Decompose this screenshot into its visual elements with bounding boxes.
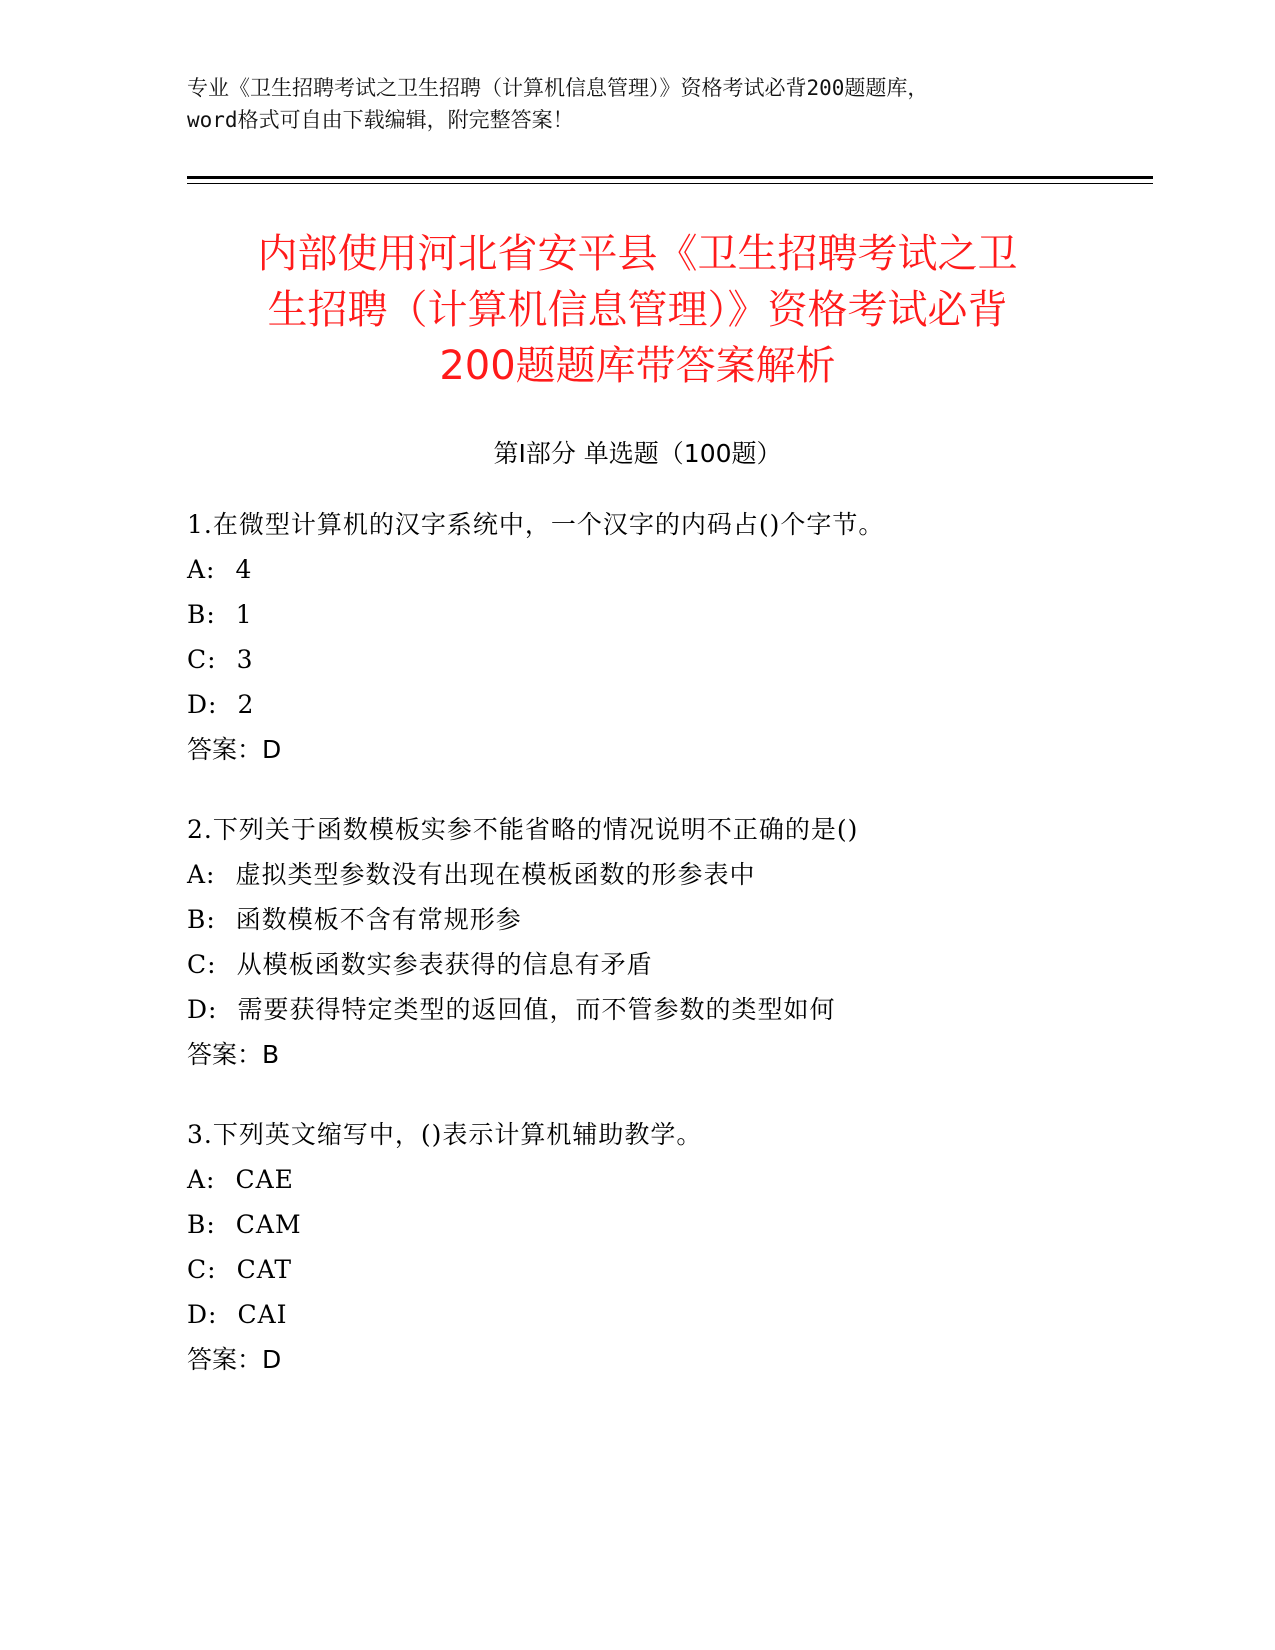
option-letter: A: (187, 860, 216, 889)
option-c (187, 942, 1187, 987)
section-title: 第I部分 单选题（100题） (493, 439, 782, 468)
answer: 答案：D (187, 1345, 282, 1374)
option-text: 虚拟类型参数没有出现在模板函数的形参表中 (235, 860, 756, 889)
header-divider-thin (187, 183, 1153, 184)
option-letter: C: (187, 1255, 217, 1284)
option-b (187, 897, 1187, 942)
option-letter: D: (187, 995, 218, 1024)
question-text: 1.在微型计算机的汉字系统中，一个汉字的内码占()个字节。 (187, 510, 885, 539)
question-text: 3.下列英文缩写中，()表示计算机辅助教学。 (187, 1120, 703, 1149)
option-text: 4 (235, 555, 253, 584)
option-text: 1 (235, 600, 253, 629)
option-text: 从模板函数实参表获得的信息有矛盾 (236, 950, 653, 979)
option-c (187, 1247, 1187, 1292)
option-letter: A: (187, 555, 216, 584)
answer: 答案：B (187, 1040, 280, 1069)
option-letter: B: (187, 905, 216, 934)
option-text: 函数模板不含有常规形参 (235, 905, 522, 934)
header-note (187, 72, 1087, 136)
question-1 (187, 502, 1187, 772)
option-letter: A: (187, 1165, 216, 1194)
document-title-line-1: 内部使用河北省安平县《卫生招聘考试之卫 (257, 231, 1018, 277)
document-title (170, 226, 1105, 394)
option-d (187, 682, 1187, 727)
document-title-line-2: 生招聘（计算机信息管理）》资格考试必背 (267, 287, 1008, 333)
option-c (187, 637, 1187, 682)
option-letter: B: (187, 600, 216, 629)
document-title-line-3: 200题题库带答案解析 (439, 343, 836, 389)
option-a (187, 1157, 1187, 1202)
question-2 (187, 807, 1187, 1077)
option-letter: C: (187, 645, 217, 674)
option-letter: C: (187, 950, 217, 979)
option-text: 需要获得特定类型的返回值，而不管参数的类型如何 (237, 995, 836, 1024)
option-text: 2 (237, 690, 255, 719)
option-text: 3 (236, 645, 254, 674)
option-letter: D: (187, 690, 218, 719)
header-divider-thick (187, 176, 1153, 179)
option-letter: D: (187, 1300, 218, 1329)
option-b (187, 592, 1187, 637)
option-letter: B: (187, 1210, 216, 1239)
answer: 答案：D (187, 735, 282, 764)
option-text: CAM (235, 1210, 302, 1239)
option-a (187, 852, 1187, 897)
option-d (187, 1292, 1187, 1337)
option-text: CAE (235, 1165, 294, 1194)
option-text: CAT (236, 1255, 293, 1284)
option-text: CAI (237, 1300, 288, 1329)
header-note-line-2: word格式可自由下载编辑，附完整答案！ (187, 108, 574, 132)
question-3 (187, 1112, 1187, 1382)
option-d (187, 987, 1187, 1032)
option-a (187, 547, 1187, 592)
option-b (187, 1202, 1187, 1247)
header-note-line-1: 专业《卫生招聘考试之卫生招聘（计算机信息管理）》资格考试必背200题题库， (187, 76, 929, 100)
question-text: 2.下列关于函数模板实参不能省略的情况说明不正确的是() (187, 815, 859, 844)
